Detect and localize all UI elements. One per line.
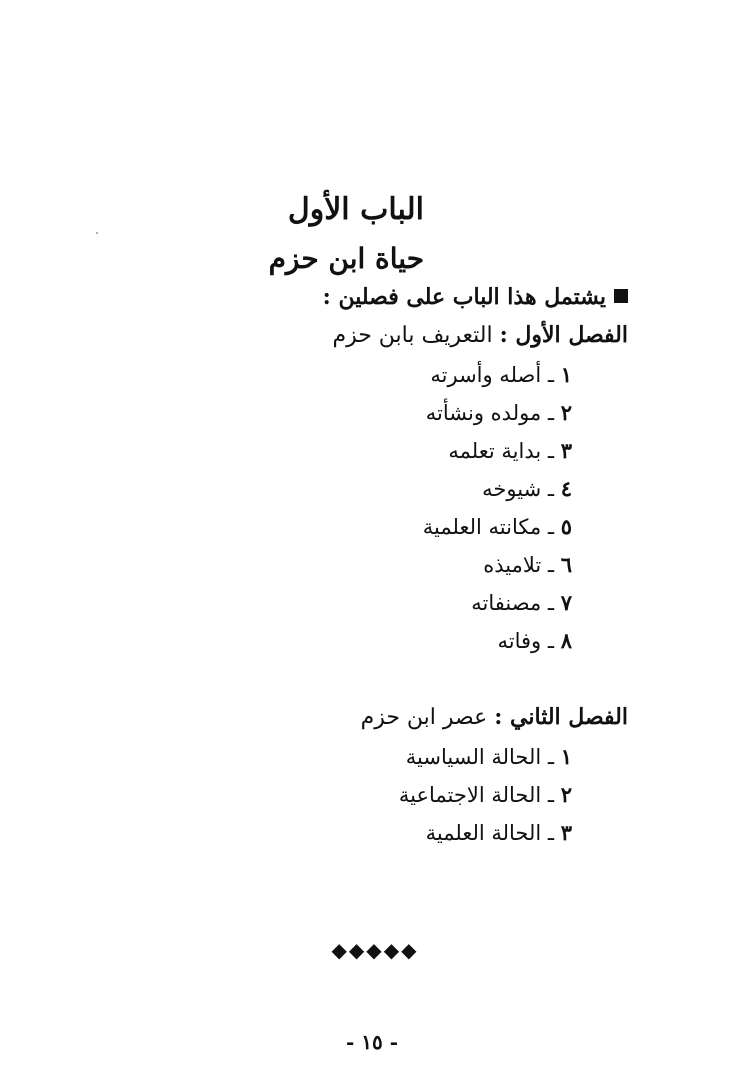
item-separator: ـ (541, 821, 561, 845)
item-separator: ـ (541, 591, 561, 615)
chapter-1-heading (332, 322, 628, 348)
chapter-1-label: الفصل الأول : (499, 322, 628, 348)
chapter-2-item (426, 820, 572, 845)
item-text: تلاميذه (483, 553, 542, 577)
item-separator: ـ (541, 515, 561, 539)
item-separator: ـ (541, 629, 561, 653)
item-number: ٨ (560, 628, 572, 653)
chapter-1-item (483, 552, 572, 577)
chapter-1-item (430, 362, 572, 387)
item-separator: ـ (541, 477, 561, 501)
item-text: الحالة السياسية (405, 745, 542, 769)
chapter-1-item (498, 628, 572, 653)
item-text: مولده ونشأته (425, 401, 542, 425)
chapter-1-item (482, 476, 572, 501)
item-number: ٣ (560, 438, 572, 463)
chapter-2-heading (361, 704, 628, 730)
item-text: الحالة العلمية (425, 821, 542, 845)
item-text: شيوخه (482, 477, 542, 501)
part-subtitle: حياة ابن حزم (268, 242, 424, 275)
item-number: ١ (560, 362, 572, 387)
chapter-2-label: الفصل الثاني : (494, 704, 628, 730)
item-text: الحالة الاجتماعية (398, 783, 542, 807)
chapter-1-item (471, 590, 572, 615)
item-separator: ـ (541, 745, 561, 769)
intro-text: يشتمل هذا الباب على فصلين : (322, 284, 606, 310)
chapter-1-title: التعريف بابن حزم (332, 323, 493, 348)
item-separator: ـ (541, 783, 561, 807)
item-separator: ـ (541, 553, 561, 577)
item-text: مكانته العلمية (422, 515, 542, 539)
item-text: وفاته (497, 629, 542, 653)
part-intro (323, 284, 628, 310)
chapter-1-item (423, 514, 572, 539)
item-text: بداية تعلمه (448, 439, 542, 463)
chapter-2-item (399, 782, 572, 807)
chapter-2-item (406, 744, 572, 769)
item-number: ٤ (560, 476, 572, 501)
chapter-1-item (426, 400, 572, 425)
item-number: ١ (560, 744, 572, 769)
item-number: ٢ (560, 782, 572, 807)
item-number: ٥ (560, 514, 572, 539)
page-number: - ١٥ - (345, 1030, 398, 1054)
part-title: الباب الأول (287, 192, 424, 227)
item-text: أصله وأسرته (430, 363, 542, 387)
item-separator: ـ (541, 363, 561, 387)
diamond-divider: ◆◆◆◆◆ (331, 938, 419, 962)
black-square-icon (614, 289, 628, 303)
item-number: ٢ (560, 400, 572, 425)
scan-speck (96, 232, 98, 234)
item-separator: ـ (541, 401, 561, 425)
item-text: مصنفاته (471, 591, 542, 615)
item-number: ٦ (560, 552, 572, 577)
chapter-2-title: عصر ابن حزم (360, 705, 488, 730)
item-number: ٧ (560, 590, 572, 615)
chapter-1-item (448, 438, 572, 463)
item-separator: ـ (541, 439, 561, 463)
item-number: ٣ (560, 820, 572, 845)
